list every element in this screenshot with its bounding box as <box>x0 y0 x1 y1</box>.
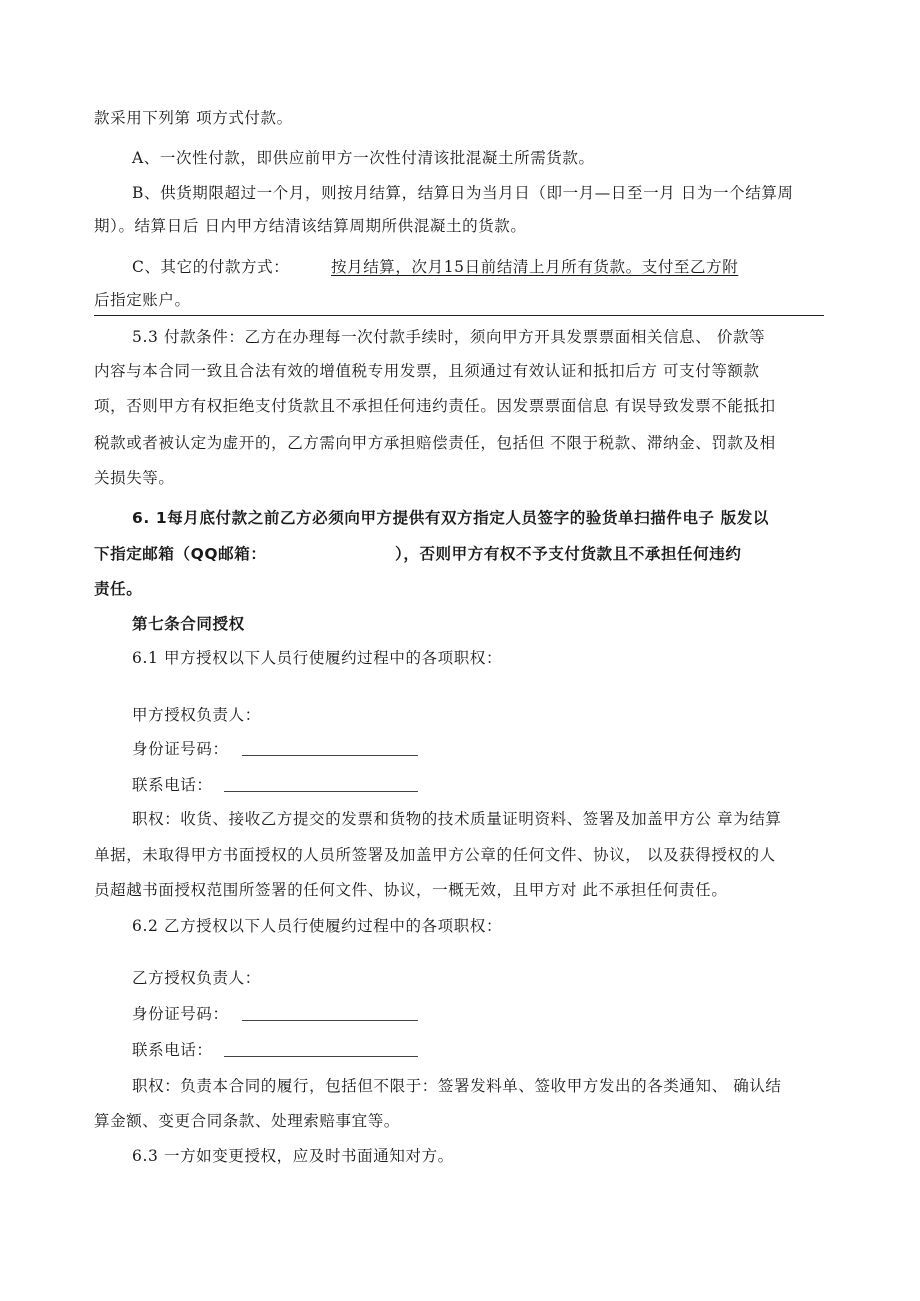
clause-6-1-party-a: 6.1 甲方授权以下人员行使履约过程中的各项职权： <box>132 649 503 667</box>
clause-6-1-line1: 6. 1每月底付款之前乙方必须向甲方提供有双方指定人员签字的验货单扫描件电子 版发以 <box>132 509 769 527</box>
party-b-representative-label: 乙方授权负责人： <box>132 969 261 987</box>
article-7-heading: 第七条合同授权 <box>132 615 245 633</box>
party-b-phone-label: 联系电话： <box>132 1041 213 1059</box>
clause-6-1-email-label: 下指定邮箱（QQ邮箱： <box>94 545 267 563</box>
clause-6-1-line2-rest: ），否则甲方有权不予支付货款且不承担任何违约 <box>395 545 742 563</box>
clause-5-3-line2: 内容与本合同一致且合法有效的增值税专用发票，且须通过有效认证和抵扣后方 可支付等额款 <box>94 362 760 380</box>
clause-6-1-line3: 责任。 <box>94 580 143 598</box>
option-b-line1: B、供货期限超过一个月，则按月结算，结算日为当月日（即一月—日至一月 日为一个结算周 <box>132 184 794 202</box>
party-b-id-label: 身份证号码： <box>132 1005 229 1023</box>
party-a-representative-label: 甲方授权负责人： <box>132 706 261 724</box>
party-a-id-field <box>242 754 418 756</box>
party-a-authority-line1: 职权：收货、接收乙方提交的发票和货物的技术质量证明资料、签署及加盖甲方公 章为结算 <box>132 810 782 828</box>
clause-6-2-party-b: 6.2 乙方授权以下人员行使履约过程中的各项职权： <box>132 917 503 935</box>
clause-5-3-line5: 关损失等。 <box>94 469 175 487</box>
option-c-value: 按月结算，次月15日前结清上月所有货款。支付至乙方附 <box>331 258 739 276</box>
party-a-authority-line3: 员超越书面授权范围所签署的任何文件、协议，一概无效，且甲方对 此不承担任何责任。 <box>94 881 728 899</box>
party-b-authority-line2: 算金额、变更合同条款、处理索赔事宜等。 <box>94 1112 400 1130</box>
party-b-phone-field <box>224 1055 418 1057</box>
clause-6-3: 6.3 一方如变更授权，应及时书面通知对方。 <box>132 1147 454 1165</box>
option-c-label: C、其它的付款方式： <box>132 258 290 276</box>
party-b-authority-line1: 职权：负责本合同的履行，包括但不限于：签署发料单、签收甲方发出的各类通知、 确认结 <box>132 1077 782 1095</box>
clause-5-3-line4: 税款或者被认定为虚开的，乙方需向甲方承担赔偿责任，包括但 不限于税款、滞纳金、罚款及相 <box>94 434 776 452</box>
option-b-line2: 期）。结算日后 日内甲方结清该结算周期所供混凝土的货款。 <box>94 217 527 235</box>
party-b-id-field <box>242 1019 418 1021</box>
party-a-phone-field <box>224 790 418 792</box>
clause-5-3-line3: 项，否则甲方有权拒绝支付货款且不承担任何违约责任。因发票票面信息 有误导致发票不能抵扣 <box>94 397 776 415</box>
option-c-value-cont: 后指定账户。 <box>94 291 191 309</box>
option-a: A、一次性付款，即供应前甲方一次性付清该批混凝土所需货款。 <box>132 149 595 167</box>
divider-line <box>94 315 824 316</box>
party-a-authority-line2: 单据，未取得甲方书面授权的人员所签署及加盖甲方公章的任何文件、协议， 以及获得授权的人 <box>94 846 776 864</box>
clause-5-3-line1: 5.3 付款条件：乙方在办理每一次付款手续时，须向甲方开具发票票面相关信息、 价款等 <box>132 328 766 346</box>
party-a-id-label: 身份证号码： <box>132 740 229 758</box>
party-a-phone-label: 联系电话： <box>132 776 213 794</box>
payment-method-intro: 款采用下列第 项方式付款。 <box>94 109 293 127</box>
